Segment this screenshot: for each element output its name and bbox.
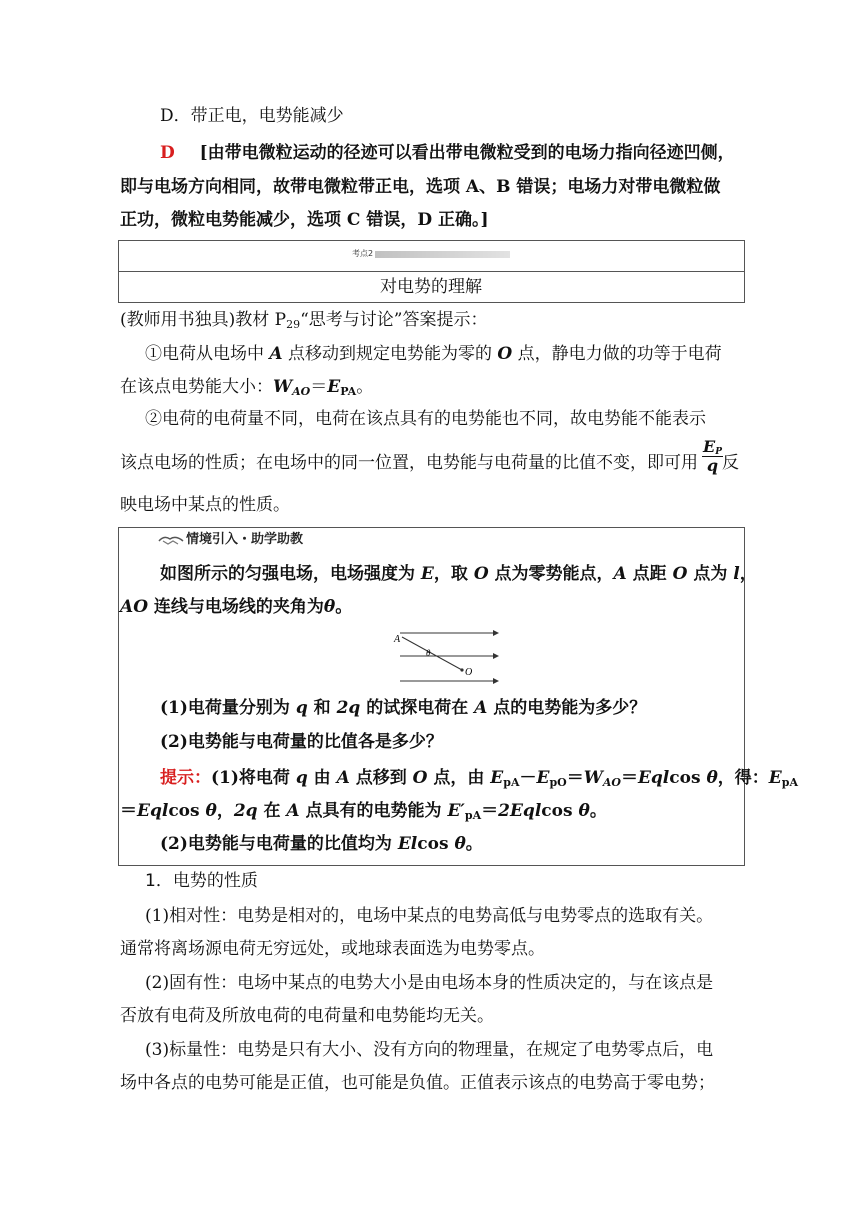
sym-o: O <box>497 344 513 364</box>
property-3-text-1: (3)标量性：电势是只有大小、没有方向的物理量，在规定了电势零点后，电 <box>145 1040 714 1060</box>
teacher-note-sub: 29 <box>286 318 301 331</box>
note-2-line-1 <box>145 408 706 430</box>
question-2 <box>160 731 443 753</box>
section-title-row <box>118 271 744 303</box>
label-o: O <box>465 667 473 678</box>
note-1-line-2 <box>120 376 373 398</box>
sym-o-3: O <box>672 564 688 584</box>
q1-text-b: 和 <box>307 698 337 718</box>
hint-line-3 <box>160 833 483 855</box>
q1-text-d: 点的电势能为多少？ <box>487 698 647 718</box>
sym-pa-sub-2: pA <box>781 776 798 789</box>
fraction-numerator <box>702 438 723 457</box>
fraction-ep-q <box>702 438 723 475</box>
sym-eprime: E′ <box>447 801 465 821</box>
h1-e: － <box>519 768 537 788</box>
context-line-1 <box>160 563 757 585</box>
sym-eql: Eql <box>637 768 670 788</box>
sym-l: l <box>733 564 740 584</box>
answer-line-1 <box>160 142 735 164</box>
sym-pa-sub: pA <box>503 776 520 789</box>
sym-q-2: q <box>295 768 308 788</box>
answer-text-2: 即与电场方向相同，故带电微粒带正电，选项 A、B 错误；电场力对带电微粒做 <box>120 177 721 197</box>
sym-pa-sub-3: pA <box>464 809 482 822</box>
h2-g: cos <box>541 801 579 821</box>
handshake-icon <box>158 533 184 547</box>
q1-text-a: (1)电荷量分别为 <box>160 698 296 718</box>
fraction-denominator: q <box>706 456 719 475</box>
h2-d: 在 <box>257 801 287 821</box>
h1-c: 点移到 <box>349 768 413 788</box>
sym-a-2: A <box>613 564 627 584</box>
section-title: 对电势的理解 <box>380 277 482 297</box>
sym-theta-2: θ <box>706 768 718 788</box>
segment-ao <box>402 637 462 670</box>
answer-line-2 <box>120 176 720 198</box>
sym-2eql: 2Eql <box>498 801 542 821</box>
h1-h: cos <box>669 768 707 788</box>
sym-e-2: E <box>490 768 504 788</box>
note-2-line-2-end <box>722 452 739 474</box>
h1-i: ，得： <box>717 768 769 788</box>
sym-w-sub: AO <box>292 385 311 398</box>
q1-text-c: 的试探电荷在 <box>360 698 475 718</box>
property-1-line-1 <box>145 905 713 927</box>
h3-c: 。 <box>465 834 483 854</box>
ctx-text-b: ，取 <box>433 564 474 584</box>
label-a: A <box>394 634 401 645</box>
section-badge <box>350 248 510 260</box>
note-1-text-d: 在该点电势能大小： <box>120 377 273 397</box>
h2-b: cos <box>168 801 206 821</box>
field-diagram <box>390 625 502 687</box>
h3-b: cos <box>417 834 455 854</box>
property-1-text-1: (1)相对性：电势是相对的，电场中某点的电势高低与电势零点的选取有关。 <box>145 906 714 926</box>
ctx-text-g: 连线与电场线的夹角为 <box>148 597 324 617</box>
sym-ao: AO <box>120 597 148 617</box>
sym-el: El <box>397 834 418 854</box>
answer-text-1: [由带电微粒运动的径迹可以看出带电微粒受到的电场力指向径迹凹侧， <box>199 143 735 163</box>
sym-w-2: W <box>583 768 603 788</box>
sym-q: q <box>295 698 308 718</box>
sym-w-sub-2: AO <box>602 776 621 789</box>
sym-po-sub: pO <box>549 776 567 789</box>
property-2-text-2: 否放有电荷及所放电荷的电荷量和电势能均无关。 <box>120 1006 494 1026</box>
h1-b: 由 <box>307 768 337 788</box>
sym-theta-5: θ <box>454 834 466 854</box>
hint-line-2 <box>120 800 607 822</box>
answer-letter: D <box>160 143 175 163</box>
h1-f: ＝ <box>566 768 584 788</box>
sym-a: A <box>269 344 283 364</box>
property-heading <box>145 870 258 892</box>
sym-a-3: A <box>474 698 488 718</box>
sym-w: W <box>273 377 293 397</box>
sym-o-4: O <box>412 768 428 788</box>
note-1-text-b: 点移动到规定电势能为零的 <box>282 344 498 364</box>
ctx-text-c: 点为零势能点， <box>488 564 614 584</box>
context-header-text: 情境引入・助学助教 <box>186 532 304 547</box>
ctx-text-f: ， <box>739 564 757 584</box>
sym-theta-3: θ <box>205 801 217 821</box>
note-1-end: 。 <box>356 377 374 397</box>
sym-e-3: E <box>536 768 550 788</box>
ctx-text-e: 点为 <box>687 564 734 584</box>
sym-theta-4: θ <box>578 801 590 821</box>
point-o <box>460 668 463 671</box>
h3-a: (2)电势能与电荷量的比值均为 <box>160 834 398 854</box>
sym-2q: 2q <box>336 698 361 718</box>
teacher-note-post: “思考与讨论”答案提示： <box>300 310 488 330</box>
h1-d: 点，由 <box>427 768 491 788</box>
ctx-text-d: 点距 <box>626 564 673 584</box>
note-1-text-a: ①电荷从电场中 <box>145 344 270 364</box>
ctx-text-h: 。 <box>335 597 353 617</box>
h2-a: ＝ <box>120 801 137 821</box>
answer-line-3 <box>120 209 489 231</box>
option-d <box>160 105 344 127</box>
sym-2q-2: 2q <box>233 801 258 821</box>
note-2-text-1: ②电荷的电荷量不同，电荷在该点具有的电势能也不同，故电势能不能表示 <box>145 409 706 429</box>
h2-e: 点具有的电势能为 <box>299 801 448 821</box>
property-1-line-2 <box>120 938 545 960</box>
sym-e: E <box>327 377 341 397</box>
note-2-line-3 <box>120 494 290 516</box>
hint-label: 提示： <box>160 768 211 788</box>
fraction-num-text: E <box>703 437 716 456</box>
h1-a: (1)将电荷 <box>211 768 296 788</box>
property-heading-text: 1．电势的性质 <box>145 871 258 891</box>
note-1-line-1 <box>145 343 722 365</box>
property-3-line-2 <box>120 1072 715 1094</box>
label-theta: θ <box>426 648 431 658</box>
property-2-line-2 <box>120 1005 494 1027</box>
note-2-text-3: 映电场中某点的性质。 <box>120 495 290 515</box>
property-3-line-1 <box>145 1039 713 1061</box>
property-1-text-2: 通常将离场源电荷无穷远处，或地球表面选为电势零点。 <box>120 939 545 959</box>
hint-line-1 <box>160 767 798 789</box>
h2-f: ＝ <box>481 801 499 821</box>
answer-text-3: 正功，微粒电势能减少，选项 C 错误，D 正确。] <box>120 210 489 230</box>
context-line-2 <box>120 596 352 618</box>
property-3-text-2: 场中各点的电势可能是正值，也可能是负值。正值表示该点的电势高于零电势； <box>120 1073 715 1093</box>
teacher-note-pre: (教师用书独具)教材 P <box>120 310 287 330</box>
note-1-eq: ＝ <box>310 377 328 397</box>
q2-text: (2)电势能与电荷量的比值各是多少？ <box>160 732 443 752</box>
sym-e-4: E <box>768 768 782 788</box>
note-1-text-c: 点，静电力做的功等于电荷 <box>512 344 722 364</box>
question-1 <box>160 697 646 719</box>
sym-a-5: A <box>286 801 300 821</box>
ctx-text-a: 如图所示的匀强电场，电场强度为 <box>160 564 421 584</box>
sym-theta: θ <box>323 597 336 617</box>
sym-e-sub: PA <box>340 385 357 398</box>
h2-h: 。 <box>589 801 607 821</box>
note-2-text-2b: 反 <box>722 453 739 473</box>
section-badge-label: 考点2 <box>352 249 374 258</box>
sym-e-field: E <box>420 564 434 584</box>
property-2-text-1: (2)固有性：电场中某点的电势大小是由电场本身的性质决定的，与在该点是 <box>145 973 714 993</box>
sym-a-4: A <box>336 768 350 788</box>
option-d-text: D．带正电，电势能减少 <box>160 106 344 126</box>
teacher-note-line <box>120 309 488 331</box>
property-2-line-1 <box>145 972 713 994</box>
context-header <box>186 532 303 548</box>
h1-g: ＝ <box>620 768 638 788</box>
fraction-num-sub: P <box>715 447 722 457</box>
sym-o-2: O <box>473 564 489 584</box>
h2-c: ， <box>216 801 234 821</box>
note-2-text-2: 该点电场的性质；在电场中的同一位置，电势能与电荷量的比值不变，即可用 <box>120 453 698 473</box>
note-2-line-2 <box>120 452 698 474</box>
sym-eql-2: Eql <box>137 801 169 821</box>
